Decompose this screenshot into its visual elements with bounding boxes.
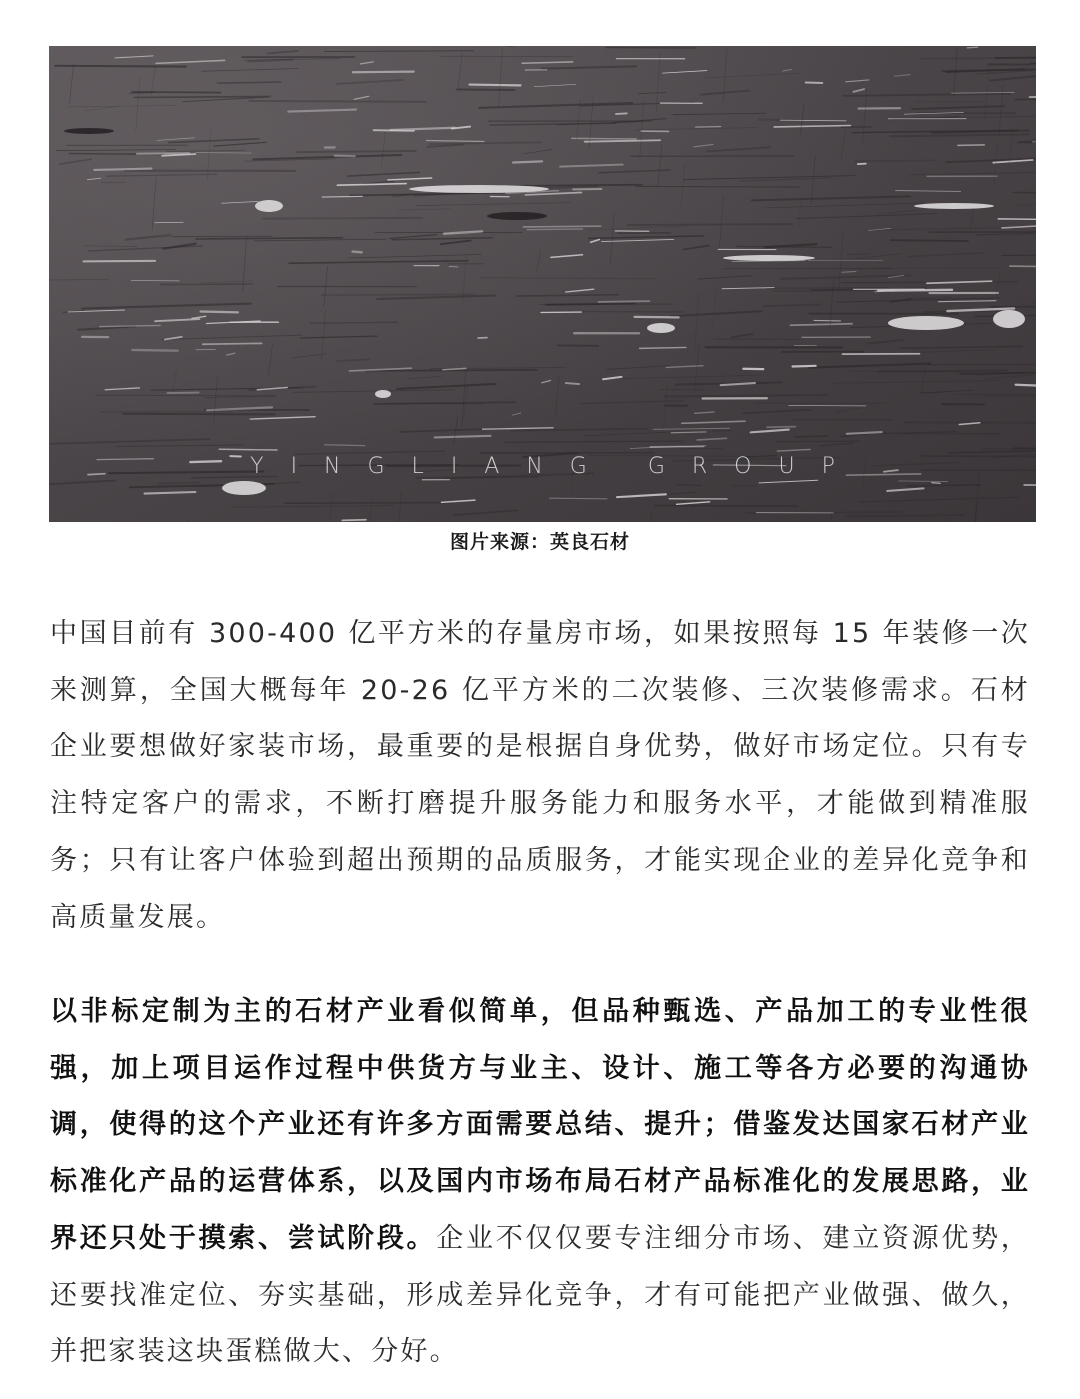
article-paragraph-2 bbox=[50, 984, 1030, 1381]
stone-texture-photo bbox=[49, 46, 1036, 522]
stone-texture-image bbox=[49, 46, 1036, 522]
image-watermark: YINGLIANG GROUP bbox=[250, 454, 862, 479]
paragraph-2-bold-text: 以非标定制为主的石材产业看似简单，但品种甄选、产品加工的专业性很强，加上项目运作过程中供货方与业主、设计、施工等各方必要的沟通协调，使得的这个产业还有许多方面需要总结、提升；借鉴发达国家石材产业标准化产品的运营体系，以及国内市场布局石材产品标准化的发展思路，业界还只处于摸索、尝试阶段。 bbox=[50, 996, 1030, 1254]
article-paragraph-1: 中国目前有 300-400 亿平方米的存量房市场，如果按照每 15 年装修一次来测算，全国大概每年 20-26 亿平方米的二次装修、三次装修需求。石材企业要想做好家装市场，最重要的是根据自身优势，做好市场定位。只有专注特定客户的需求，不断打磨提升服务能力和服务水平，才能做到精准服务；只有让客户体验到超出预期的品质服务，才能实现企业的差异化竞争和高质量发展。 bbox=[50, 618, 1030, 933]
image-caption: 图片来源：英良石材 bbox=[449, 531, 630, 553]
paragraph-2-normal-text: 企业不仅仅要专注细分市场、建立资源优势，还要找准定位、夯实基础，形成差异化竞争，才有可能把产业做强、做久，并把家装这块蛋糕做大、分好。 bbox=[50, 1222, 1030, 1368]
